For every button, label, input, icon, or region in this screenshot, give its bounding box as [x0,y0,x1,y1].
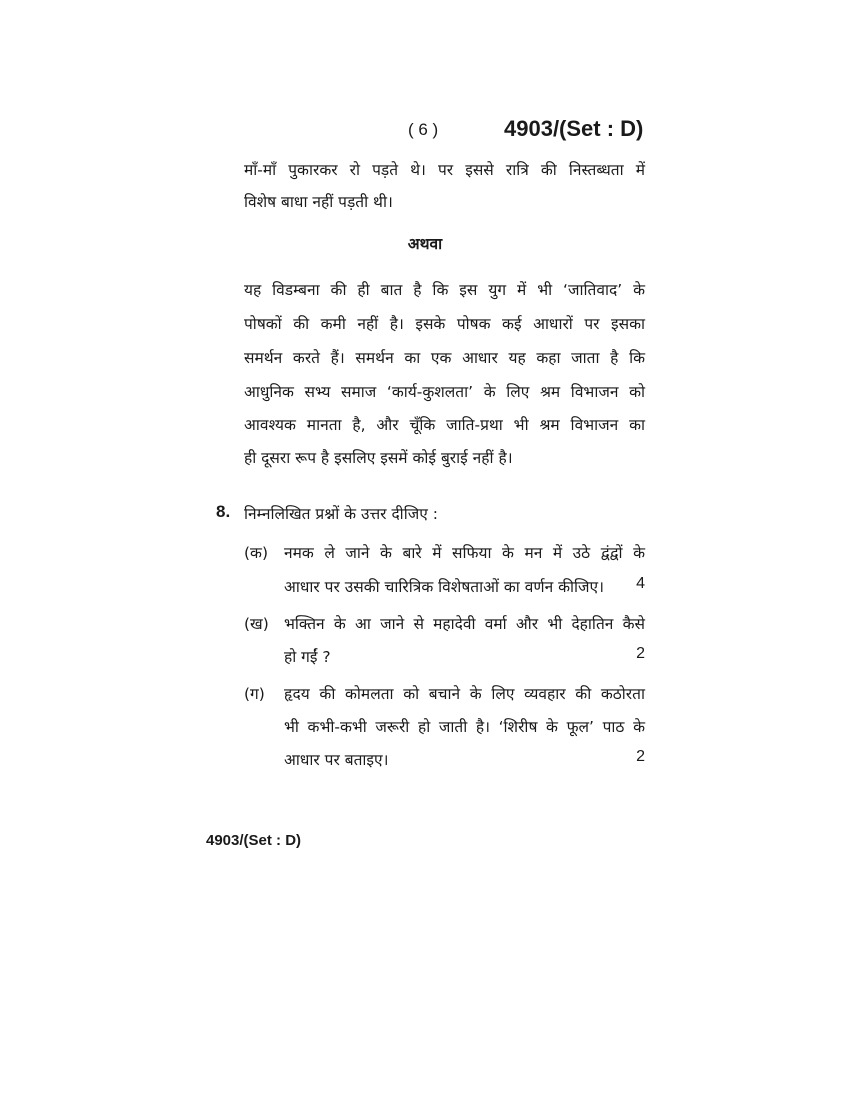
paper-code-footer: 4903/(Set : D) [206,832,302,849]
passage-line: माँ-माँ पुकारकर रो पड़ते थे। पर इससे रात्रि की निस्तब्धता में [244,161,645,179]
sub-question-line: भक्तिन के आ जाने से महादेवी वर्मा और भी देहातिन कैसे [284,615,645,633]
sub-question-line: हो गईं ? [284,648,331,666]
sub-question-label: (ख) [244,615,269,633]
question-number: 8. [216,502,231,521]
passage-line: समर्थन करते हैं। समर्थन का एक आधार यह कहा जाता है कि [244,349,645,367]
passage-line: पोषकों की कमी नहीं है। इसके पोषक कई आधारों पर इसका [244,315,645,333]
question-prompt: निम्नलिखित प्रश्नों के उत्तर दीजिए : [244,505,438,523]
passage-line: आधुनिक सभ्य समाज ‘कार्य-कुशलता’ के लिए श्रम विभाजन को [244,383,645,401]
marks: 4 [636,575,645,592]
sub-question-line: नमक ले जाने के बारे में सफिया के मन में उठे द्वंद्वों के [284,544,645,562]
passage-line: आवश्यक मानता है, और चूँकि जाति-प्रथा भी श्रम विभाजन का [244,416,645,434]
sub-question-line: भी कभी-कभी जरूरी हो जाती है। ‘शिरीष के फूल’ पाठ के [284,718,645,736]
marks: 2 [636,645,645,662]
sub-question-line: हृदय की कोमलता को बचाने के लिए व्यवहार की कठोरता [284,685,645,703]
passage-line: ही दूसरा रूप है इसलिए इसमें कोई बुराई नहीं है। [244,449,513,467]
sub-question-label: (ग) [244,685,265,703]
sub-question-label: (क) [244,544,268,562]
marks: 2 [636,748,645,765]
sub-question-line: आधार पर उसकी चारित्रिक विशेषताओं का वर्णन कीजिए। [284,578,604,596]
sub-question-line: आधार पर बताइए। [284,751,389,769]
passage-line: यह विडम्बना की ही बात है कि इस युग में भी ‘जातिवाद’ के [244,281,645,299]
or-heading: अथवा [407,235,443,253]
passage-line: विशेष बाधा नहीं पड़ती थी। [244,193,393,211]
page-number: ( 6 ) [408,120,439,139]
paper-code-header: 4903/(Set : D) [504,116,644,141]
